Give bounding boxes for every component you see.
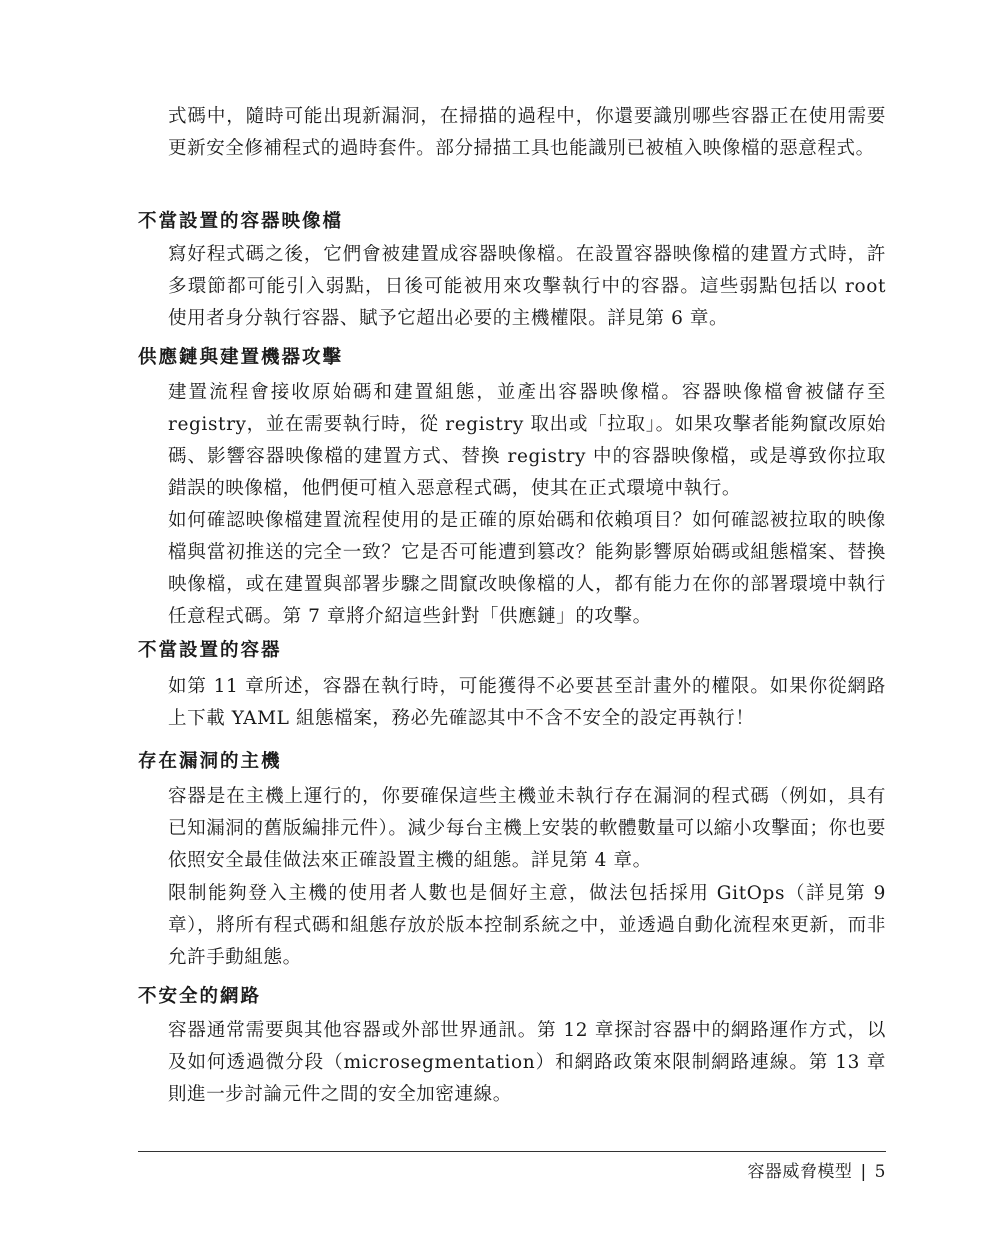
section-heading-vulnerable-hosts: 存在漏洞的主機 xyxy=(138,751,282,772)
section-paragraph: 寫好程式碼之後，它們會被建置成容器映像檔。在設置容器映像檔的建置方式時，許多環節都可能引入弱點，日後可能被用來攻擊執行中的容器。這些弱點包括以 root 使用者身分執行容器、賦予它超出必要的主機權限。詳見第 6 章。 xyxy=(168,244,886,329)
section-heading-insecure-networks: 不安全的網路 xyxy=(138,986,262,1007)
section-paragraph: 容器是在主機上運行的，你要確保這些主機並未執行存在漏洞的程式碼（例如，具有已知漏洞的舊版編排元件）。減少每台主機上安裝的軟體數量可以縮小攻擊面；你也要依照安全最佳做法來正確設置主機的組態。詳見第 4 章。 xyxy=(168,786,886,871)
section-paragraph: 如何確認映像檔建置流程使用的是正確的原始碼和依賴項目？如何確認被拉取的映像檔與當初推送的完全一致？它是否可能遭到篡改？能夠影響原始碼或組態檔案、替換映像檔，或在建置與部署步驟之間竄改映像檔的人，都有能力在你的部署環境中執行任意程式碼。第 7 章將介紹這些針對「供應鏈」的攻擊。 xyxy=(168,510,886,627)
section-heading-supply-chain: 供應鏈與建置機器攻擊 xyxy=(138,347,344,368)
footer-rule xyxy=(138,1151,886,1152)
section-heading-misconfigured-images: 不當設置的容器映像檔 xyxy=(138,211,344,232)
page-footer xyxy=(747,1160,886,1184)
page-number: 5 xyxy=(874,1162,886,1182)
section-paragraph: 容器通常需要與其他容器或外部世界通訊。第 12 章探討容器中的網路運作方式，以及如何透過微分段（microsegmentation）和網路政策來限制網路連線。第 13 章則進一步討論元件之間的安全加密連線。 xyxy=(168,1020,886,1105)
intro-paragraph: 式碼中，隨時可能出現新漏洞，在掃描的過程中，你還要識別哪些容器正在使用需要更新安全修補程式的過時套件。部分掃描工具也能識別已被植入映像檔的惡意程式。 xyxy=(168,106,886,159)
running-chapter-title: 容器威脅模型 xyxy=(747,1162,853,1182)
section-paragraph: 限制能夠登入主機的使用者人數也是個好主意，做法包括採用 GitOps（詳見第 9 章），將所有程式碼和組態存放於版本控制系統之中，並透過自動化流程來更新，而非允許手動組態。 xyxy=(168,883,886,968)
footer-separator: | xyxy=(860,1162,867,1182)
section-paragraph: 如第 11 章所述，容器在執行時，可能獲得不必要甚至計畫外的權限。如果你從網路上下載 YAML 組態檔案，務必先確認其中不含不安全的設定再執行！ xyxy=(168,676,886,729)
section-paragraph: 建置流程會接收原始碼和建置組態，並產出容器映像檔。容器映像檔會被儲存至 registry，並在需要執行時，從 registry 取出或「拉取」。如果攻擊者能夠竄改原始碼、影響容器映像檔的建置方式、替換 registry 中的容器映像檔，或是導致你拉取錯誤的映像檔，他們便可植入惡意程式碼，使其在正式環境中執行。 xyxy=(168,382,886,499)
section-heading-misconfigured-containers: 不當設置的容器 xyxy=(138,640,282,661)
